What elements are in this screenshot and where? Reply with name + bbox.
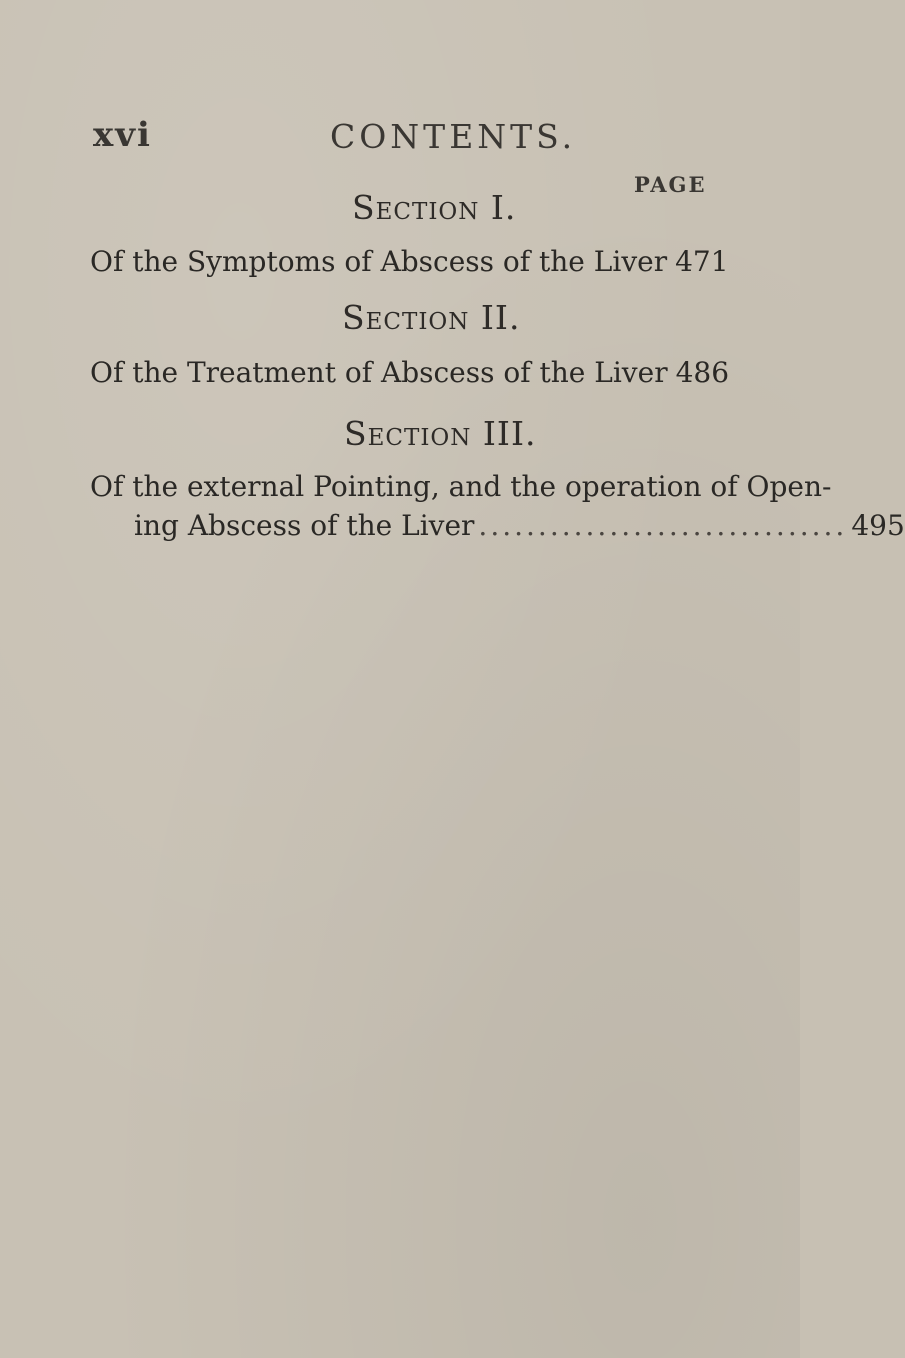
toc-entry-page: 495 [851, 509, 905, 542]
dot-leader: ............................... [478, 509, 848, 542]
toc-entry-page: 471 [675, 245, 729, 278]
section-heading-3: Section III. [344, 414, 537, 453]
section-heading-2: Section II. [342, 298, 521, 337]
running-head: CONTENTS. [330, 117, 577, 156]
page-number: xvi [93, 115, 152, 155]
toc-entry-title-line1: Of the external Pointing, and the operation of Open- [90, 470, 832, 503]
toc-entry-2[interactable] [90, 356, 730, 389]
toc-entry-3[interactable] [90, 470, 905, 542]
toc-entry-title-line2: ing Abscess of the Liver [134, 509, 475, 542]
toc-entry-title: Of the Symptoms of Abscess of the Liver [90, 245, 668, 278]
toc-entry-page: 486 [675, 356, 730, 389]
section-heading-1: Section I. [352, 188, 517, 227]
toc-entry-1[interactable] [90, 245, 729, 278]
page-column-label: PAGE [634, 172, 707, 197]
toc-entry-title: Of the Treatment of Abscess of the Liver [90, 356, 668, 389]
